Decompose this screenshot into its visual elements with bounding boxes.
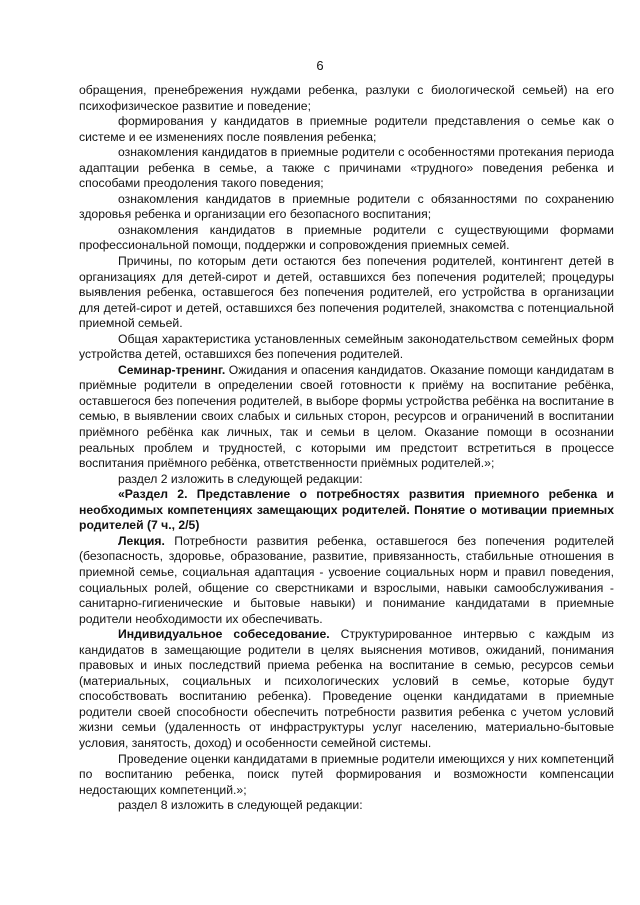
page-number: 6 [316,58,324,73]
paragraph-continuation: обращения, пренебрежения нуждами ребенка, разлуки с биологической семьей) на его психофизическое развитие и поведение; [79,83,614,113]
document-body [79,83,614,814]
paragraph-section8-intro: раздел 8 изложить в следующей редакции: [118,798,363,813]
paragraph-general-characteristics: Общая характеристика установленных семейным законодательством семейных форм устройства детей, оставшихся без попечения родителей. [79,331,614,362]
section-2-heading: «Раздел 2. Представление о потребностях развития приемного ребенка и необходимых компетенциях замещающих родителей. Понятие о мотивации приемных родителей (7 ч., 2/5) [79,487,614,533]
lecture-text: Потребности развития ребенка, оставшегося без попечения родителей (безопасность, здоровье, образование, развитие, привязанность, стабильные отношения в приемной семье, социальная адаптация - усвоение социальных норм и правил поведения, социальных ролей, общение со сверстниками и взрослыми, навыки самообслуживания - санитарно-гигиенические и бытовые навыки) и понимание кандидатами в приемные родители необходимости их обеспечивать. [79,533,614,626]
paragraph-individual-interview [79,627,614,751]
list-item-adaptation: ознакомления кандидатов в приемные родители с особенностями протекания периода адаптации ребенка в семье, а также с причинами «трудного» поведения ребенка и способами преодоления такого поведения; [79,145,614,191]
individual-interview-label: Индивидуальное собеседование. [118,627,330,642]
paragraph-section2-intro: раздел 2 изложить в следующей редакции: [118,471,363,486]
paragraph-seminar-training [79,363,614,472]
seminar-training-text: Ожидания и опасения кандидатов. Оказание помощи кандидатам в приёмные родители в определении своей готовности к приёму на воспитание ребёнка, оставшегося без попечения родителей, в выборе формы устройства ребёнка на воспитание в семью, в выявлении своих слабых и сильных сторон, ресурсов и ограничений в воспитании приёмного ребёнка как личных, так и семьи в целом. Оказание помощи в осознании реальных проблем и трудностей, с которыми им предстоит встретиться в процессе воспитания приёмного ребёнка, ответственности приёмных родителей.»; [79,362,614,471]
paragraph-lecture [79,534,614,627]
individual-interview-text: Структурированное интервью с каждым из кандидатов в замещающие родители в целях выяснения мотивов, ожиданий, понимания правовых и иных последствий приема ребенка на воспитание в семью, ресурсов семьи (материальных, социальных и психологических условий в семье, которые будут способствовать воспитанию ребенка). Проведение оценки кандидатами в приемные родители своей способности обеспечить потребности развития ребенка с учетом условий жизни семьи (удаленность от инфраструктуры услуг населению, материально-бытовые условия, занятость, доход) и особенности семейной системы. [79,627,614,750]
paragraph-competence-assessment: Проведение оценки кандидатами в приемные родители имеющихся у них компетенций по воспитанию ребенка, поиск путей формирования и возможности компенсации недостающих компетенций.»; [79,751,614,797]
list-item-professional-help: ознакомления кандидатов в приемные родители с существующими формами профессиональной помощи, поддержки и сопровождения приемных семей. [79,222,614,253]
lecture-label: Лекция. [118,533,165,548]
seminar-training-label: Семинар-тренинг. [118,362,226,377]
list-item-family-system: формирования у кандидатов в приемные родители представления о семье как о системе и ее изменениях после появления ребенка; [79,114,614,144]
paragraph-reasons: Причины, по которым дети остаются без попечения родителей, контингент детей в организациях для детей-сирот и детей, оставшихся без попечения родителей; процедуры выявления ребенка, оставшегося без попечения родителей, его устройства в организации для детей-сирот и детей, оставшихся без попечения родителей, знакомства с потенциальной приемной семьей. [79,254,614,331]
list-item-health-safety: ознакомления кандидатов в приемные родители с обязанностями по сохранению здоровья ребенка и организации его безопасного воспитания; [79,191,614,222]
